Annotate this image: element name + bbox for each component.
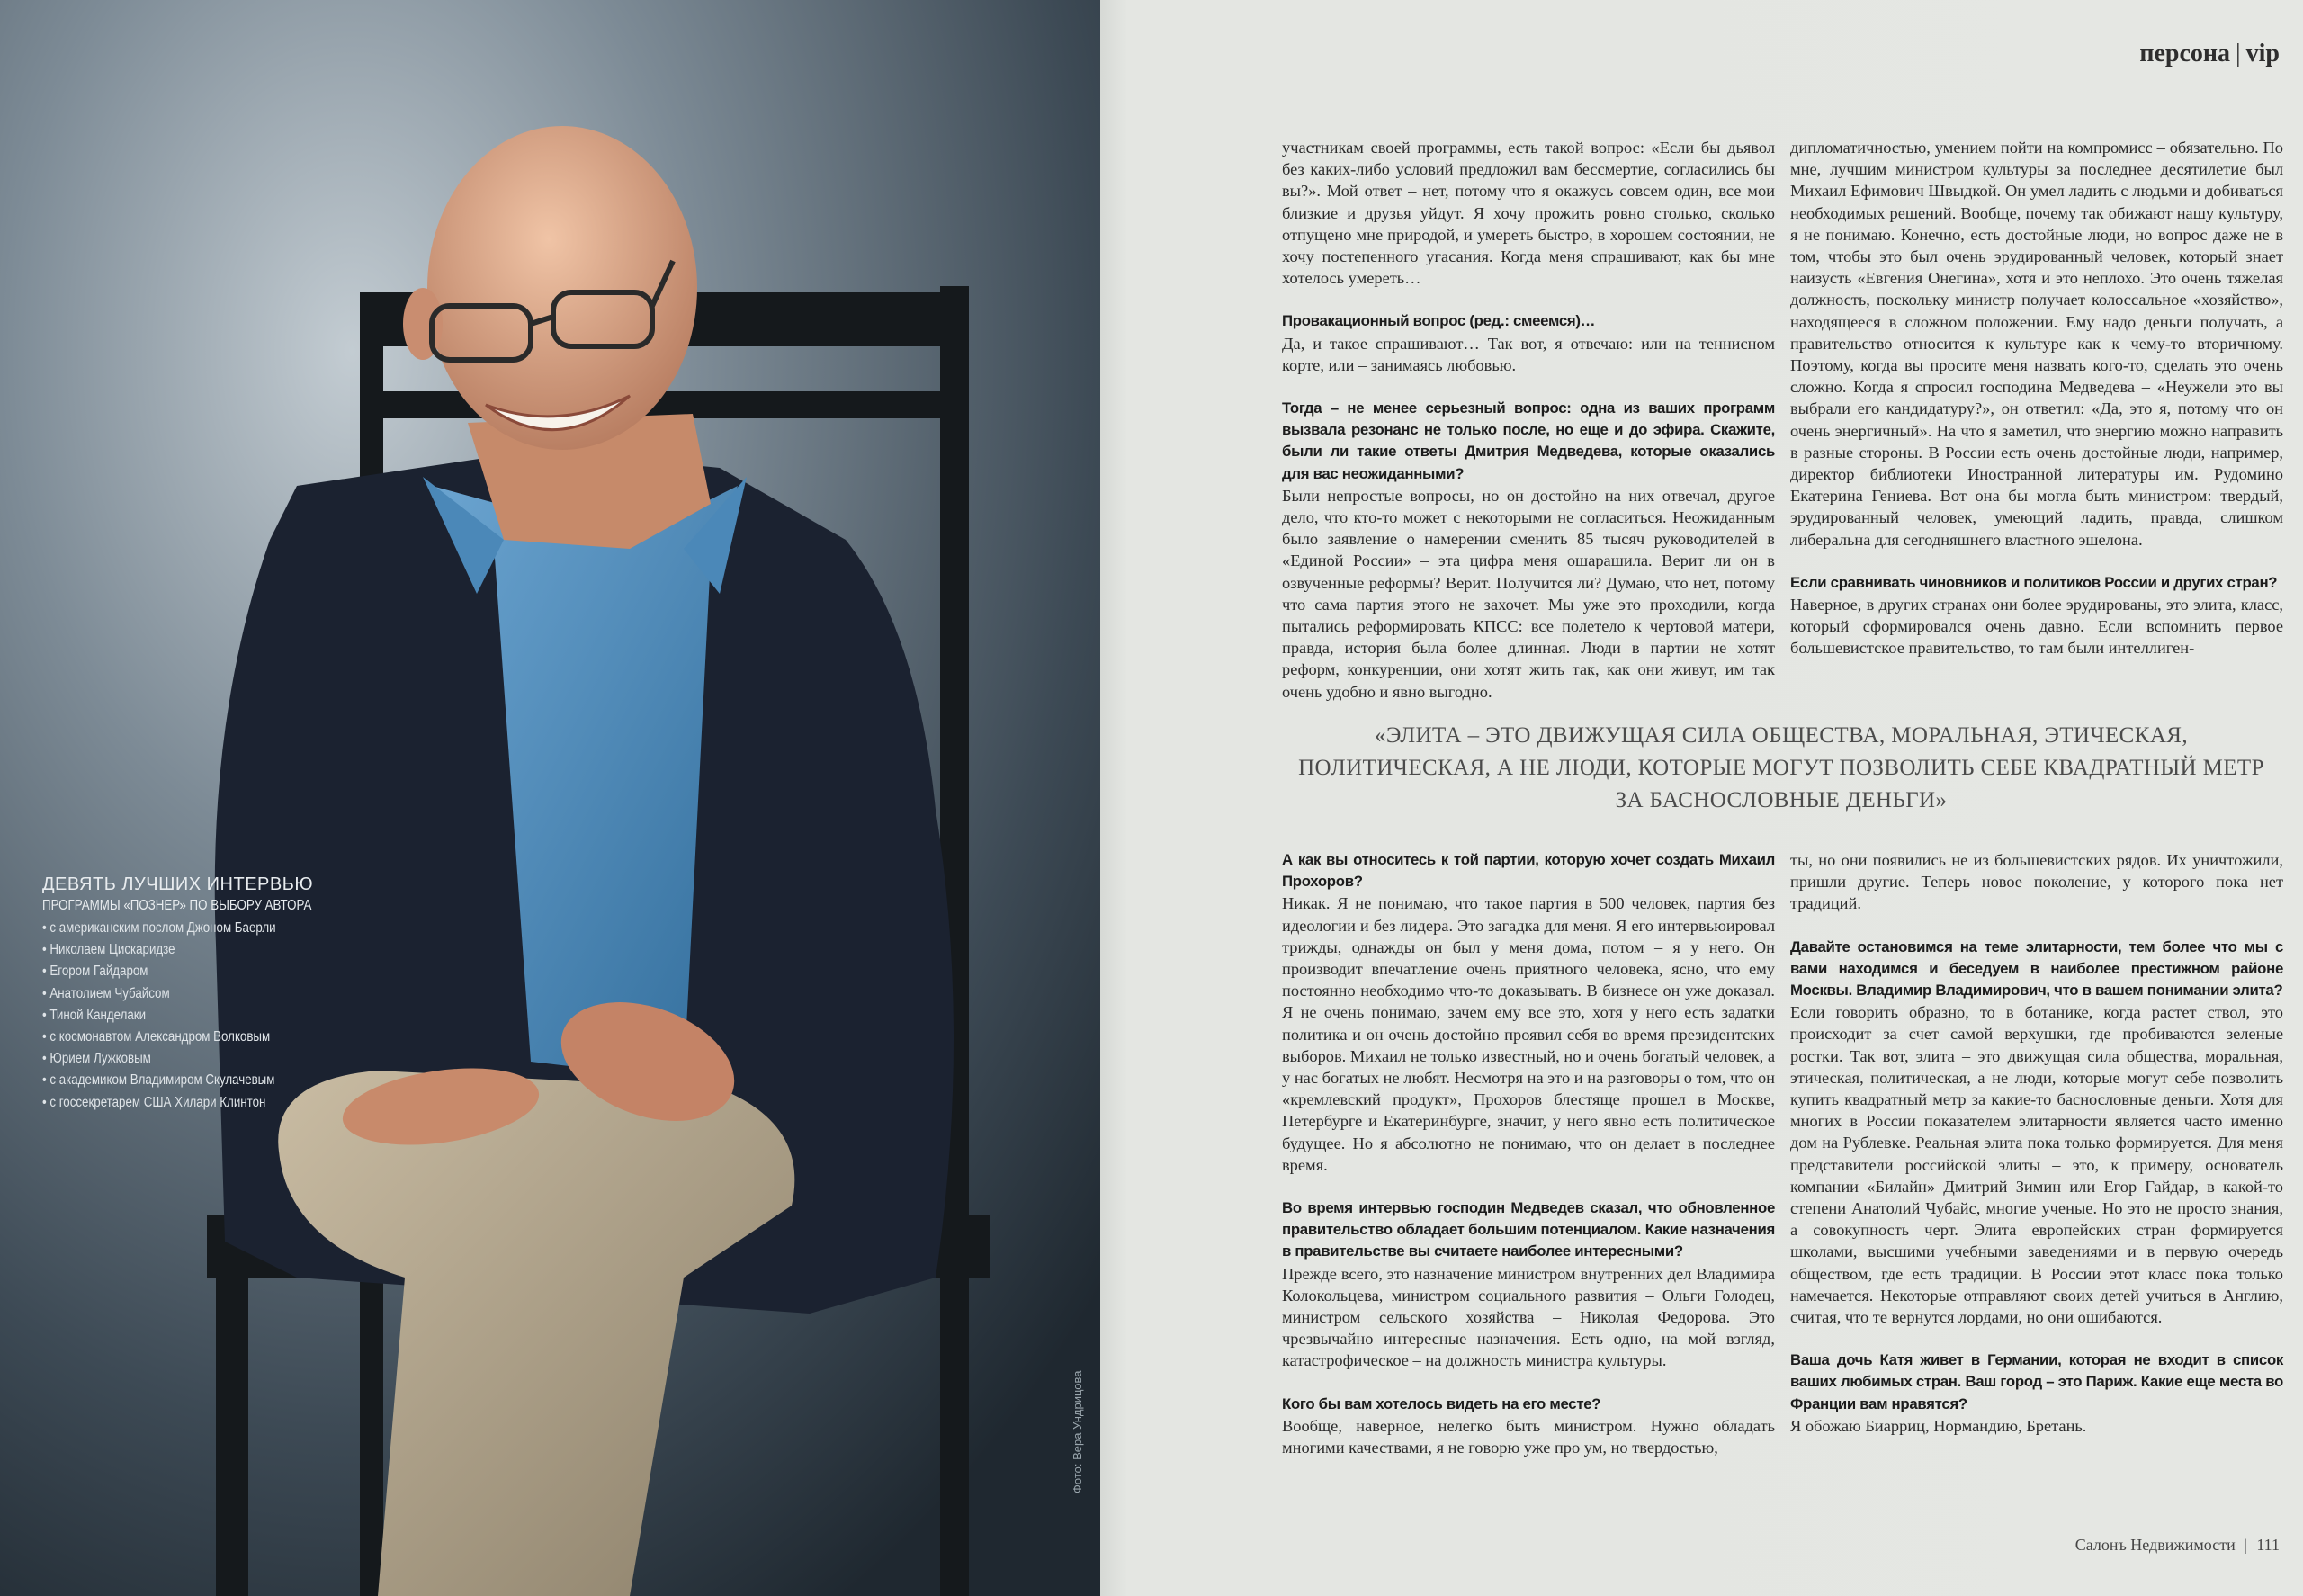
interview-list-item: • с космонавтом Александром Волковым: [42, 1027, 311, 1048]
interview-question: Давайте остановимся на теме элитарности, тем более что мы с вами находимся и беседуем в наиболее престижном районе Москвы. Владимир Владимирович, что в вашем понимании элита?: [1790, 937, 2283, 1000]
photo-credit: Фото: Вера Ундрицова: [1071, 1370, 1084, 1493]
interview-answer: Если говорить образно, то в ботанике, когда растет ствол, это происходит за счет самой верхушки, где пробиваются зеленые ростки. Так вот, элита – это движущая сила общества, моральная, этическая, политическая, а не люди, которые могут себе позволить купить квадратный метр за какие-то баснословные деньги. Хотя для многих в России показателем элитарности является часто именно дом на Рублевке. Реальная элита пока только формируется. Для меня представители российской элиты – это, к примеру, основатель компании «Билайн» Дмитрий Зимин или Егор Гайдар, в какой-то степени Анатолий Чубайс, многие ученые. Но это не просто знания, а совокупность черт. Элита европейских стран формируется школами, высшими учебными заведениями и в первую очередь обществом, где есть традиции. В России этот класс пока только намечается. Некоторые отправляют своих детей учиться в Англию, считая, что те вернутся лордами, но они ошибаются.: [1790, 1003, 2283, 1327]
section-label: персона: [2139, 40, 2231, 67]
portrait-illustration: [0, 0, 1100, 1596]
interview-question: А как вы относитесь к той партии, которую хочет создать Михаил Прохоров?: [1282, 851, 1775, 891]
footer-divider: |: [2244, 1536, 2248, 1554]
page-number: 111: [2256, 1536, 2280, 1554]
interview-list-item: • Юрием Лужковым: [42, 1048, 311, 1070]
page-footer: [2075, 1536, 2280, 1555]
pull-quote: «ЭЛИТА – ЭТО ДВИЖУЩАЯ СИЛА ОБЩЕСТВА, МОРАЛЬНАЯ, ЭТИЧЕСКАЯ, ПОЛИТИЧЕСКАЯ, А НЕ ЛЮДИ, КОТОРЫЕ МОГУТ ПОЗВОЛИТЬ СЕБЕ КВАДРАТНЫЙ МЕТР ЗА БАСНОСЛОВНЫЕ ДЕНЬГИ»: [1298, 723, 2264, 812]
section-tag: vip: [2245, 40, 2280, 67]
sidebar-subtitle: ПРОГРАММЫ «ПОЗНЕР» ПО ВЫБОРУ АВТОРА: [42, 898, 312, 913]
interview-answer: Никак. Я не понимаю, что такое партия в 500 человек, партия без идеологии и без лидера. Это загадка для меня. Я его интервьюировал трижды, однажды он был у меня дома, потом – я у него. Он производит впечатление очень приятного человека, ясно, что ему постоянно необходимо что-то доказывать. В бизнесе он уже доказал. Я не очень понимаю, зачем ему все это, хотя у него есть задатки политика и он очень достойно проявил себя во время президентских выборов. Михаил не только известный, но и очень богатый человек, а у нас богатых не любят. Несмотря на это и на разговоры о том, что он «кремлевский продукт», Прохоров блестяще прошел в Москве, Петербурге и Екатеринбурге, значит, у него явно есть политическое будущее. Но я абсолютно не понимаю, что он делает в последнее время.: [1282, 894, 1775, 1174]
interview-list-item: • Николаем Цискаридзе: [42, 939, 311, 961]
interview-answer: дипломатичностью, умением пойти на компромисс – обязательно. По мне, лучшим министром культуры за последнее десятилетие был Михаил Ефимович Швыдкой. Он умел ладить с людьми и добиваться необходимых решений. Вообще, почему так обижают нашу культуру, я не понимаю. Конечно, есть достойные люди, но вопрос даже не в том, чтобы это был очень эрудированный человек, который знает наизусть «Евгения Онегина», хотя и это неплохо. Это очень тяжелая должность, поскольку министр получает колоссальное «хозяйство», находящееся в сложном положении. Ему надо деньги получать, а правительство относится к культуре как к чему-то вторичному. Поэтому, когда вы просите меня назвать кого-то, сделать это очень сложно. Когда я спросил господина Медведева – «Неужели это вы выбрали его кандидатуру?», он ответил: «Да, это я, потому что он очень энергичный». На что я заметил, что энергию можно направить в разные стороны. В России есть очень достойные люди, например, директор библиотеки Иностранной литературы им. Рудомино Екатерина Гениева. Вот она бы могла быть министром: твердый, эрудированный человек, умеющий ладить, правда, слишком либеральна для сегодняшнего властного эшелона.: [1790, 139, 2283, 549]
interview-list-item: • Тиной Канделаки: [42, 1005, 311, 1027]
interview-answer: Да, и такое спрашивают… Так вот, я отвечаю: или на теннисном корте, или – занимаясь любовью.: [1282, 334, 1775, 374]
section-header: [2139, 40, 2280, 68]
interview-answer: Прежде всего, это назначение министром внутренних дел Владимира Колокольцева, министром социального развития – Ольги Голодец, министром сельского хозяйства – Николая Федорова. Это чрезвычайно интересные назначения. Есть одно, на мой взгляд, катастрофическое – на должность министра культуры.: [1282, 1264, 1775, 1370]
header-divider: |: [2236, 40, 2241, 67]
interview-list-item: • с американским послом Джоном Баерли: [42, 918, 311, 939]
portrait-photo: [0, 0, 1100, 1596]
interview-question: Если сравнивать чиновников и политиков России и других стран?: [1790, 573, 2278, 591]
interview-list-item: • Анатолием Чубайсом: [42, 983, 311, 1005]
interview-question: Во время интервью господин Медведев сказал, что обновленное правительство обладает большим потенциалом. Какие назначения в правительстве вы считаете наиболее интересными?: [1282, 1199, 1775, 1260]
article-column-top-left: [1282, 137, 1775, 724]
interview-list: [42, 918, 355, 1114]
article-column-top-right: [1790, 137, 2283, 681]
interview-list-item: • с академиком Владимиром Скулачевым: [42, 1070, 311, 1091]
sidebar-title: ДЕВЯТЬ ЛУЧШИХ ИНТЕРВЬЮ: [42, 874, 314, 894]
best-interviews-sidebar: [42, 873, 355, 1114]
interview-answer: Наверное, в других странах они более эрудированы, это элита, класс, который сформировался очень давно. Если вспомнить первое большевистское правительство, то там были интеллиген-: [1790, 596, 2283, 658]
interview-answer: Были непростые вопросы, но он достойно на них отвечал, другое дело, что кто-то может с некоторыми не согласиться. Неожиданным было заявление о намерении сменить 85 тысяч руководителей в «Единой России» – эта цифра меня ошарашила. Верит ли он в озвученные реформы? Верит. Получится ли? Думаю, что нет, потому что сама партия этого не захочет. Мы уже это проходили, когда пытались реформировать КПСС: все полетело к чертовой матери, правда, история была более длинная. Люди в партии не хотят реформ, конкуренции, они хотят жить так, как они живут, им так очень удобно и явно выгодно.: [1282, 486, 1775, 701]
interview-answer: ты, но они появились не из большевистских рядов. Их уничтожили, пришли другие. Теперь новое поколение, у которого пока нет традиций.: [1790, 851, 2283, 913]
article-column-bottom-right: [1790, 849, 2283, 1458]
interview-list-item: • Егором Гайдаром: [42, 961, 311, 982]
interview-question: Ваша дочь Катя живет в Германии, которая не входит в список ваших любимых стран. Ваш город – это Париж. Какие еще места во Франции вам нравятся?: [1790, 1351, 2283, 1412]
interview-answer: Я обожаю Биарриц, Нормандию, Бретань.: [1790, 1416, 2087, 1435]
magazine-name: Салонъ Недвижимости: [2074, 1536, 2236, 1554]
interview-question: Провакационный вопрос (ред.: смеемся)…: [1282, 312, 1596, 330]
article-column-bottom-left: [1282, 849, 1775, 1480]
interview-list-item: • с госсекретарем США Хилари Клинтон: [42, 1092, 311, 1114]
interview-answer: Вообще, наверное, нелегко быть министром. Нужно обладать многими качествами, я не говорю уже про ум, но твердостью,: [1282, 1416, 1775, 1457]
interview-question: Тогда – не менее серьезный вопрос: одна из ваших программ вызвала резонанс не только после, но еще и до эфира. Скажите, были ли такие ответы Дмитрия Медведева, которые оказались для вас неожиданными?: [1282, 399, 1775, 482]
interview-question: Кого бы вам хотелось видеть на его месте?: [1282, 1394, 1601, 1412]
interview-answer: участникам своей программы, есть такой вопрос: «Если бы дьявол без каких-либо условий предложил вам бессмертие, согласились бы вы?». Мой ответ – нет, потому что я окажусь совсем один, все мои близкие и друзья уйдут. Я хочу прожить ровно столько, сколько отпущено мне природой, и умереть быстро, в хорошем состоянии, не хочу постепенного угасания. Когда меня спрашивают, как бы мне хотелось умереть…: [1282, 139, 1775, 288]
